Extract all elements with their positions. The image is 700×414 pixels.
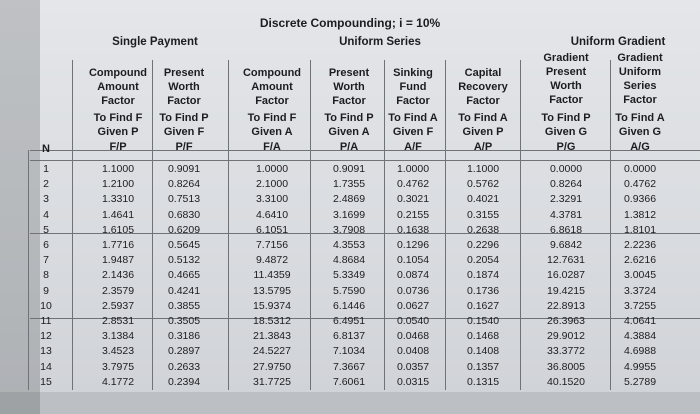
row-number: 14	[40, 361, 52, 373]
column-header-ap: Factor	[466, 95, 500, 107]
column-header-pg: Factor	[549, 94, 583, 106]
table-cell-pa: 7.6061	[332, 376, 366, 388]
column-header-pa: Factor	[332, 95, 366, 107]
column-header-fa-find: Given A	[251, 126, 293, 138]
table-cell-fp: 1.6105	[101, 224, 135, 236]
table-cell-ap: 0.5762	[466, 178, 500, 190]
table-cell-fa: 13.5795	[253, 285, 291, 297]
table-cell-ap: 0.1468	[466, 330, 500, 342]
table-cell-fp: 1.3310	[101, 193, 135, 205]
table-cell-af: 0.0315	[396, 376, 430, 388]
table-cell-pa: 1.7355	[332, 178, 366, 190]
column-header-ag: Gradient	[617, 52, 663, 64]
table-cell-ag: 3.7255	[623, 300, 657, 312]
row-number: 12	[40, 330, 52, 342]
column-header-pg: Present	[545, 66, 587, 78]
column-header-fp: Factor	[101, 95, 135, 107]
column-header-pa: Present	[328, 67, 370, 79]
table-cell-fp: 2.1436	[101, 269, 135, 281]
table-cell-ag: 4.9955	[623, 361, 657, 373]
table-cell-pf: 0.2394	[167, 376, 201, 388]
table-cell-af: 0.2155	[396, 209, 430, 221]
column-header-af: Sinking	[393, 67, 433, 79]
column-header-ag-find: To Find A	[615, 112, 665, 124]
table-cell-fp: 1.4641	[101, 209, 135, 221]
table-cell-ap: 0.1408	[466, 345, 500, 357]
table-cell-fa: 21.3843	[253, 330, 291, 342]
table-cell-fp: 2.5937	[101, 300, 135, 312]
table-cell-pa: 6.8137	[332, 330, 366, 342]
table-cell-ag: 0.9366	[623, 193, 657, 205]
group-single-payment: Single Payment	[112, 36, 198, 48]
table-cell-ap: 0.1627	[466, 300, 500, 312]
table-cell-fa: 18.5312	[253, 315, 291, 327]
table-cell-pa: 2.4869	[332, 193, 366, 205]
table-cell-pf: 0.8264	[167, 178, 201, 190]
table-cell-pf: 0.7513	[167, 193, 201, 205]
column-header-pf: Factor	[167, 95, 201, 107]
table-cell-pg: 0.8264	[549, 178, 583, 190]
table-cell-pf: 0.4665	[167, 269, 201, 281]
table-cell-pf: 0.4241	[167, 285, 201, 297]
table-cell-ap: 1.1000	[466, 163, 500, 175]
column-header-af-find: To Find A	[388, 112, 438, 124]
table-cell-fp: 3.1384	[101, 330, 135, 342]
column-header-ag-find: Given G	[618, 126, 662, 138]
column-symbol-fa: F/A	[263, 141, 281, 153]
table-cell-pf: 0.5132	[167, 254, 201, 266]
table-cell-pg: 36.8005	[547, 361, 585, 373]
table-cell-ap: 0.1315	[466, 376, 500, 388]
table-cell-pf: 0.2897	[167, 345, 201, 357]
table-cell-ag: 3.0045	[623, 269, 657, 281]
column-header-fa: Compound	[242, 67, 302, 79]
group-uniform-gradient: Uniform Gradient	[570, 36, 666, 48]
table-cell-af: 0.0627	[396, 300, 430, 312]
table-cell-af: 0.0874	[396, 269, 430, 281]
table-cell-pf: 0.2633	[167, 361, 201, 373]
table-cell-ap: 0.1357	[466, 361, 500, 373]
table-cell-ag: 4.3884	[623, 330, 657, 342]
table-cell-pa: 3.1699	[332, 209, 366, 221]
row-number: 5	[43, 224, 49, 236]
column-symbol-pa: P/A	[339, 141, 359, 153]
table-cell-pg: 33.3772	[547, 345, 585, 357]
table-cell-fa: 24.5227	[253, 345, 291, 357]
table-cell-ag: 1.8101	[623, 224, 657, 236]
column-divider	[310, 60, 311, 390]
table-cell-ag: 3.3724	[623, 285, 657, 297]
column-header-ap-find: To Find A	[458, 112, 508, 124]
table-cell-ag: 0.4762	[623, 178, 657, 190]
column-header-pa: Worth	[333, 81, 365, 93]
column-header-pg: Worth	[550, 80, 582, 92]
column-header-ag: Factor	[623, 94, 657, 106]
column-header-pa-find: To Find P	[324, 112, 374, 124]
table-cell-ap: 0.2638	[466, 224, 500, 236]
column-header-fp-find: To Find F	[93, 112, 143, 124]
column-header-pa-find: Given A	[328, 126, 370, 138]
column-header-fa: Amount	[251, 81, 293, 93]
column-symbol-ag: A/G	[630, 141, 650, 153]
column-symbol-pg: P/G	[556, 141, 576, 153]
column-symbol-af: A/F	[404, 141, 422, 153]
table-cell-fp: 2.8531	[101, 315, 135, 327]
table-cell-pa: 0.9091	[332, 163, 366, 175]
table-cell-pa: 4.3553	[332, 239, 366, 251]
table-cell-ag: 1.3812	[623, 209, 657, 221]
table-cell-pg: 16.0287	[547, 269, 585, 281]
table-cell-fa: 27.9750	[253, 361, 291, 373]
table-cell-pa: 3.7908	[332, 224, 366, 236]
table-cell-ap: 0.4021	[466, 193, 500, 205]
table-cell-fa: 6.1051	[255, 224, 289, 236]
table-cell-fa: 2.1000	[255, 178, 289, 190]
table-cell-ag: 0.0000	[623, 163, 657, 175]
column-header-af: Fund	[399, 81, 427, 93]
column-divider	[72, 60, 73, 390]
table-cell-pa: 5.3349	[332, 269, 366, 281]
column-header-fp: Amount	[97, 81, 139, 93]
table-cell-pa: 7.1034	[332, 345, 366, 357]
table-cell-fa: 3.3100	[255, 193, 289, 205]
table-cell-pf: 0.3186	[167, 330, 201, 342]
column-header-pf-find: Given F	[163, 126, 205, 138]
row-number: 11	[40, 315, 52, 327]
table-cell-pg: 12.7631	[547, 254, 585, 266]
table-cell-ap: 0.1540	[466, 315, 500, 327]
column-header-ag: Uniform	[618, 66, 662, 78]
column-header-fa-find: To Find F	[247, 112, 297, 124]
table-cell-pg: 0.0000	[549, 163, 583, 175]
table-cell-pg: 9.6842	[549, 239, 583, 251]
column-header-ap: Recovery	[458, 81, 508, 93]
column-header-ag: Series	[623, 80, 657, 92]
table-cell-af: 0.4762	[396, 178, 430, 190]
table-cell-af: 1.0000	[396, 163, 430, 175]
column-header-pf-find: To Find P	[159, 112, 209, 124]
table-title: Discrete Compounding; i = 10%	[259, 16, 441, 30]
table-cell-ag: 4.6988	[623, 345, 657, 357]
table-cell-af: 0.0357	[396, 361, 430, 373]
column-header-pg-find: Given G	[544, 126, 588, 138]
table-cell-fa: 4.6410	[255, 209, 289, 221]
row-number: 10	[40, 300, 52, 312]
table-cell-af: 0.0468	[396, 330, 430, 342]
table-cell-pg: 22.8913	[547, 300, 585, 312]
table-cell-fp: 4.1772	[101, 376, 135, 388]
row-number: 6	[43, 239, 49, 251]
table-cell-af: 0.0408	[396, 345, 430, 357]
row-number: 7	[43, 254, 49, 266]
table-cell-pf: 0.6830	[167, 209, 201, 221]
column-header-af-find: Given F	[392, 126, 434, 138]
table-cell-pf: 0.6209	[167, 224, 201, 236]
table-cell-fa: 11.4359	[253, 269, 291, 281]
column-header-fa: Factor	[255, 95, 289, 107]
table-cell-fp: 3.4523	[101, 345, 135, 357]
column-symbol-fp: F/P	[109, 141, 127, 153]
table-cell-pg: 29.9012	[547, 330, 585, 342]
table-cell-af: 0.0540	[396, 315, 430, 327]
table-cell-ag: 5.2789	[623, 376, 657, 388]
row-number: 15	[40, 376, 52, 388]
table-cell-fp: 1.2100	[101, 178, 135, 190]
table-cell-fa: 9.4872	[255, 254, 289, 266]
table-cell-ag: 2.6216	[623, 254, 657, 266]
table-cell-ap: 0.1874	[466, 269, 500, 281]
table-cell-pa: 7.3667	[332, 361, 366, 373]
table-cell-pa: 5.7590	[332, 285, 366, 297]
row-number: 13	[40, 345, 52, 357]
table-cell-fa: 1.0000	[255, 163, 289, 175]
column-divider	[520, 60, 521, 390]
table-cell-pg: 4.3781	[549, 209, 583, 221]
table-cell-ap: 0.2054	[466, 254, 500, 266]
table-cell-af: 0.3021	[396, 193, 430, 205]
row-number: 1	[43, 163, 49, 175]
group-uniform-series: Uniform Series	[339, 36, 421, 48]
table-cell-ap: 0.1736	[466, 285, 500, 297]
row-number: 2	[43, 178, 49, 190]
table-cell-pg: 26.3963	[547, 315, 585, 327]
table-cell-pg: 6.8618	[549, 224, 583, 236]
row-number: 8	[43, 269, 49, 281]
column-header-pg: Gradient	[543, 52, 589, 64]
table-cell-pg: 40.1520	[547, 376, 585, 388]
table-cell-fp: 1.7716	[101, 239, 135, 251]
table-cell-pg: 19.4215	[547, 285, 585, 297]
column-header-pg-find: To Find P	[541, 112, 591, 124]
table-cell-af: 0.1054	[396, 254, 430, 266]
column-symbol-pf: P/F	[175, 141, 193, 153]
table-cell-ag: 4.0641	[623, 315, 657, 327]
column-divider	[28, 150, 29, 390]
table-cell-pf: 0.5645	[167, 239, 201, 251]
column-header-pf: Worth	[168, 81, 200, 93]
column-header-n: N	[42, 143, 50, 155]
table-cell-pa: 6.1446	[332, 300, 366, 312]
column-header-pf: Present	[163, 67, 205, 79]
table-cell-fp: 2.3579	[101, 285, 135, 297]
row-divider	[30, 160, 700, 161]
table-cell-fp: 1.1000	[101, 163, 135, 175]
table-cell-fa: 7.7156	[255, 239, 289, 251]
table-cell-pf: 0.3505	[167, 315, 201, 327]
row-number: 9	[43, 285, 49, 297]
table-cell-af: 0.0736	[396, 285, 430, 297]
table-cell-fa: 15.9374	[253, 300, 291, 312]
table-cell-pf: 0.9091	[167, 163, 201, 175]
table-cell-fp: 1.9487	[101, 254, 135, 266]
table-cell-pg: 2.3291	[549, 193, 583, 205]
column-header-af: Factor	[396, 95, 430, 107]
table-cell-af: 0.1296	[396, 239, 430, 251]
table-cell-fa: 31.7725	[253, 376, 291, 388]
table-cell-pa: 6.4951	[332, 315, 366, 327]
row-number: 3	[43, 193, 49, 205]
column-symbol-ap: A/P	[473, 141, 493, 153]
column-header-ap-find: Given P	[462, 126, 504, 138]
table-cell-ap: 0.3155	[466, 209, 500, 221]
column-divider	[228, 60, 229, 390]
table-cell-fp: 3.7975	[101, 361, 135, 373]
row-number: 4	[43, 209, 49, 221]
table-cell-ag: 2.2236	[623, 239, 657, 251]
table-cell-pf: 0.3855	[167, 300, 201, 312]
table-cell-pa: 4.8684	[332, 254, 366, 266]
table-cell-af: 0.1638	[396, 224, 430, 236]
column-header-ap: Capital	[464, 67, 502, 79]
column-header-fp: Compound	[88, 67, 148, 79]
column-header-fp-find: Given P	[97, 126, 139, 138]
table-cell-ap: 0.2296	[466, 239, 500, 251]
